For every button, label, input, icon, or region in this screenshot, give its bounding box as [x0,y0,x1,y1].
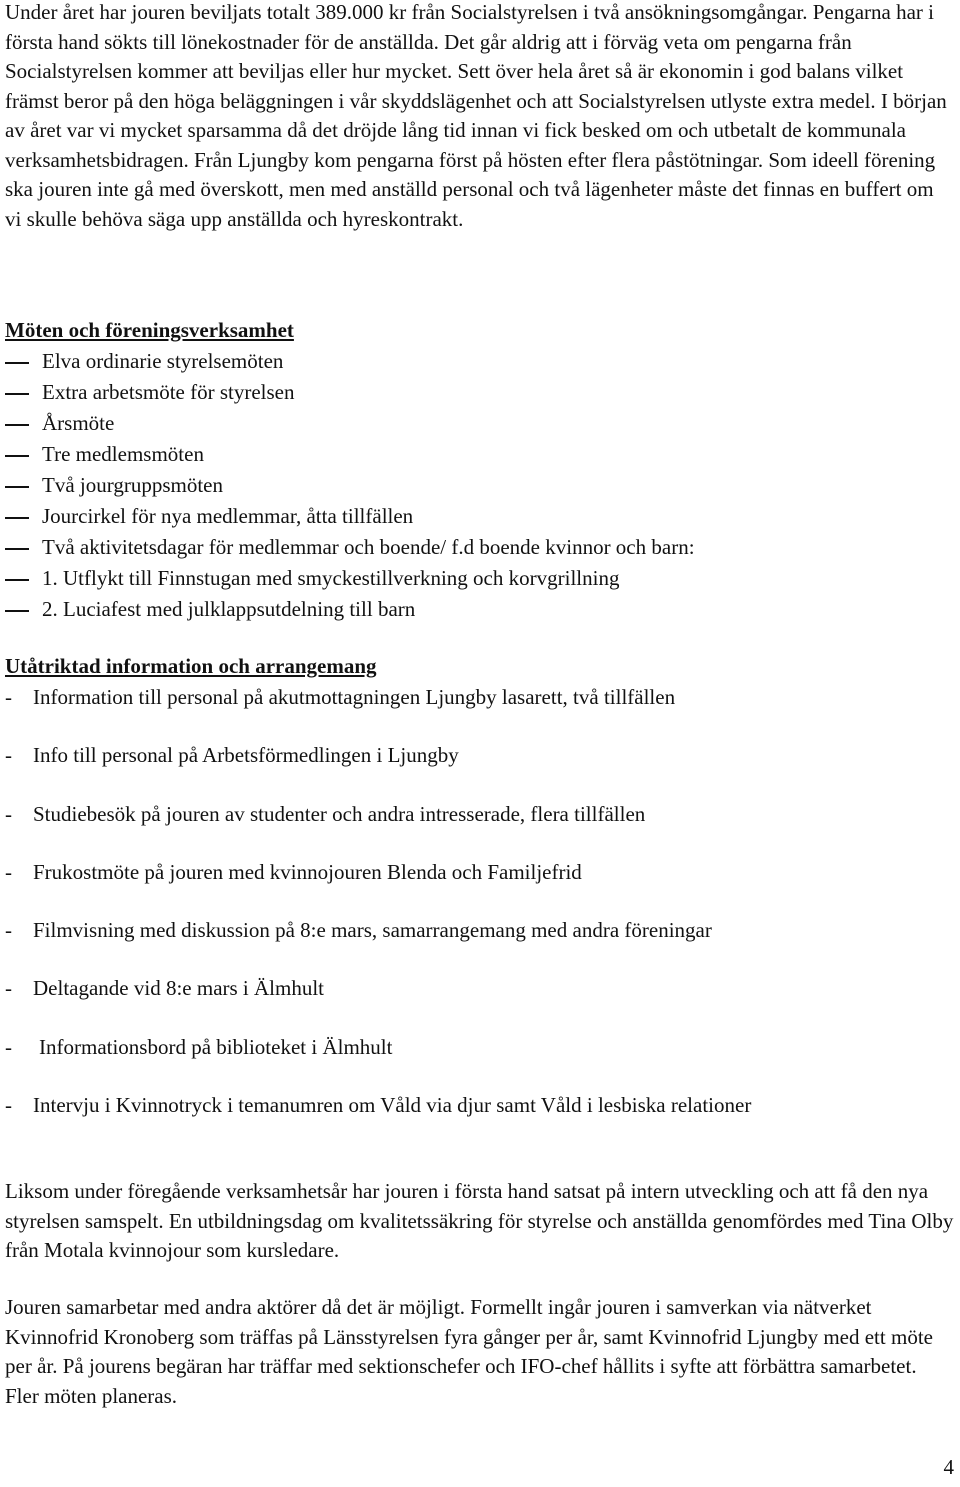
list-item: 1. Utflykt till Finnstugan med smyckestillverkning och korvgrillning [5,564,695,595]
dash-bullet-icon [5,548,29,550]
dash-bullet-icon [5,362,29,364]
list-item: Tre medlemsmöten [5,440,695,471]
list-item: Jourcirkel för nya medlemmar, åtta tillfällen [5,502,695,533]
cooperation-paragraph: Jouren samarbetar med andra aktörer då det är möjligt. Formellt ingår jouren i samverkan via nätverket Kvinnofrid Kronoberg som träffas på Länsstyrelsen fyra gånger per år, samt Kvinnofrid Ljungby med ett möte per år. På jourens begäran har träffar med sektionschefer och IFO-chef hållits i syfte att förbättra samarbetet. Fler möten planeras. [5,1295,933,1408]
list-item: 2. Luciafest med julklappsutdelning till barn [5,595,695,626]
meetings-list [5,347,695,626]
list-item: Extra arbetsmöte för styrelsen [5,378,695,409]
dash-bullet-icon [5,455,29,457]
list-item: Årsmöte [5,409,695,440]
intro-paragraph: Under året har jouren beviljats totalt 389.000 kr från Socialstyrelsen i två ansökningsomgångar. Pengarna har i första hand sökts till lönekostnader för de anställda. Det går aldrig att i förväg veta om pengarna från Socialstyrelsen kommer att beviljas eller hur mycket. Sett över hela året så är ekonomin i god balans vilket främst beror på den höga beläggningen i vår skyddslägenhet och att Socialstyrelsen utlyste extra medel. I början av året var vi mycket sparsamma då det dröjde lång tid innan vi fick besked om och utbetalt de kommunala verksamhetsbidragen. Från Ljungby kom pengarna först på hösten efter flera påstötningar. Som ideell förening ska jouren inte gå med överskott, men med anställd personal och två lägenheter måste det finnas en buffert om vi skulle behöva säga upp anställda och hyreskontrakt. [5,0,947,231]
dash-bullet-icon [5,579,29,581]
dash-bullet-icon [5,517,29,519]
dash-bullet-icon [5,486,29,488]
meetings-heading: Möten och föreningsverksamhet [5,318,294,342]
dash-bullet-icon [5,610,29,612]
dash-bullet-icon [5,424,29,426]
list-item: Elva ordinarie styrelsemöten [5,347,695,378]
page-number: 4 [943,1455,954,1479]
list-item: Två jourgruppsmöten [5,471,695,502]
outreach-heading: Utåtriktad information och arrangemang [5,654,377,678]
dash-bullet-icon [5,393,29,395]
development-paragraph: Liksom under föregående verksamhetsår har jouren i första hand satsat på intern utveckling och att få den nya styrelsen samspelt. En utbildningsdag om kvalitetssäkring för styrelse och anställda genomfördes med Tina Olby från Motala kvinnojour som kursledare. [5,1179,954,1262]
list-item: Två aktivitetsdagar för medlemmar och boende/ f.d boende kvinnor och barn: [5,533,695,564]
